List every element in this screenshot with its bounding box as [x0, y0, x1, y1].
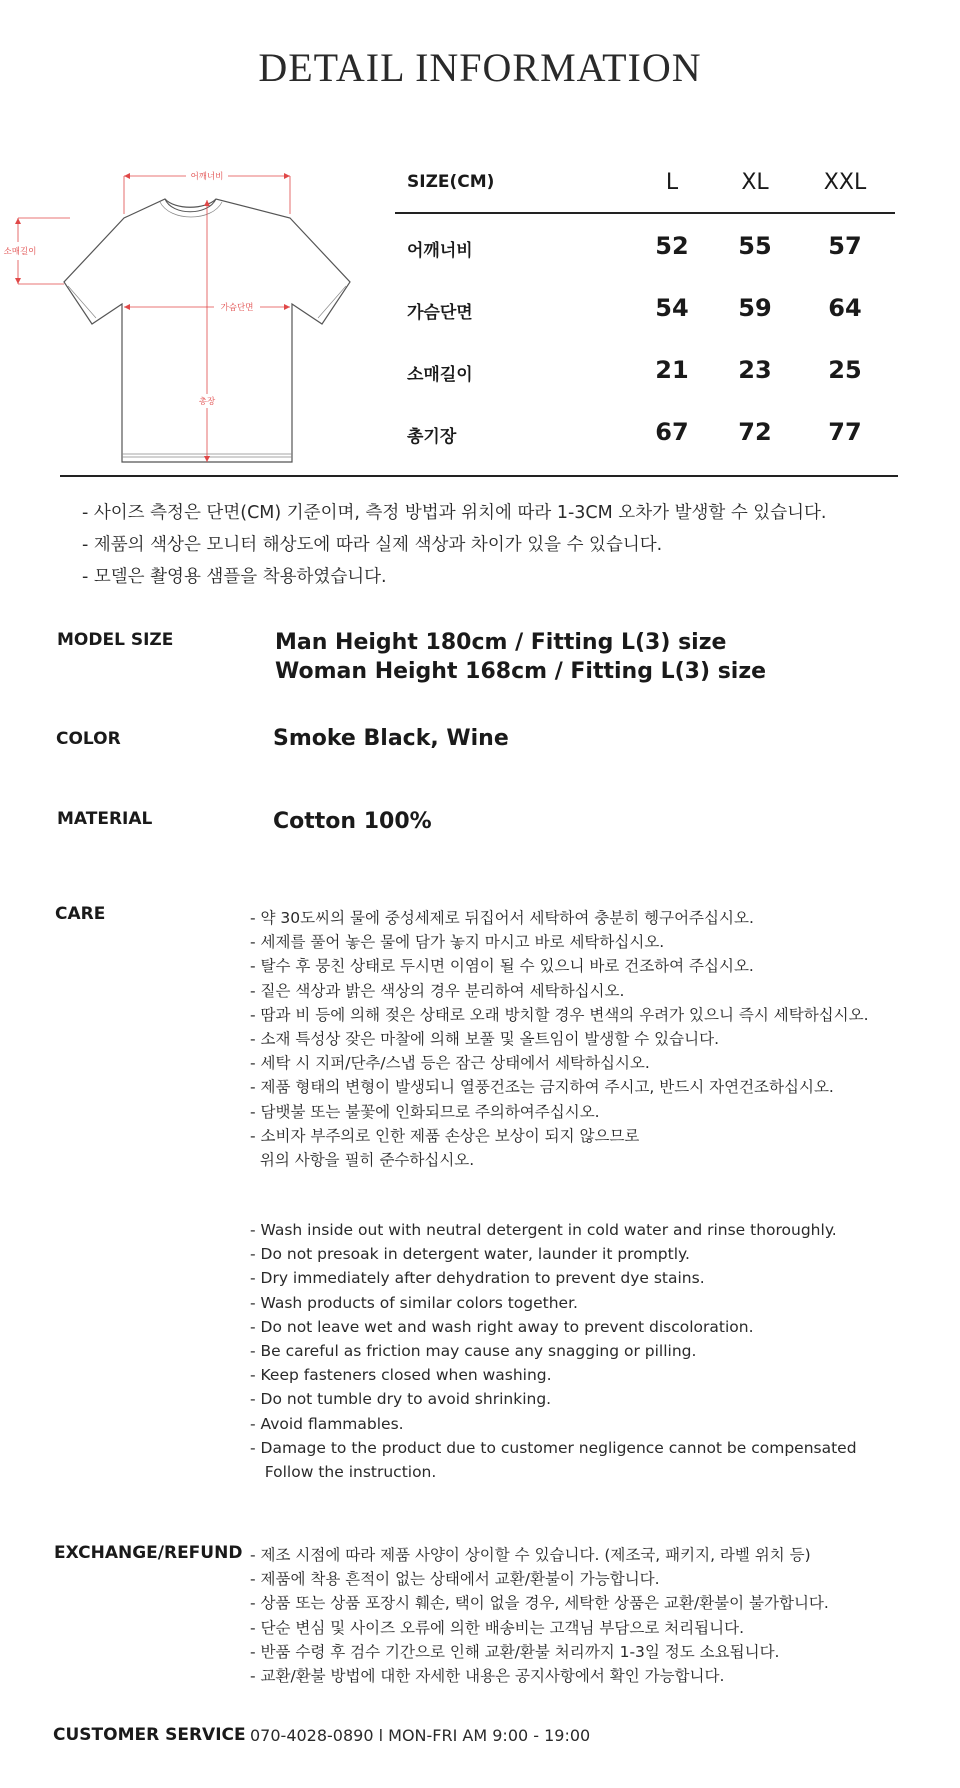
customer-service-label: CUSTOMER SERVICE	[53, 1725, 246, 1745]
size-notes	[82, 497, 827, 593]
list-item: - Damage to the product due to customer negligence cannot be compensated	[250, 1438, 857, 1457]
list-item: - 짙은 색상과 밝은 색상의 경우 분리하여 세탁하십시오.	[250, 981, 625, 1000]
color-value: Smoke Black, Wine	[273, 726, 509, 751]
list-item: - 상품 또는 상품 포장시 훼손, 택이 없을 경우, 세탁한 상품은 교환/환불이 불가합니다.	[250, 1594, 829, 1613]
row-label: 어깨너비	[407, 241, 473, 261]
list-item: - 세탁 시 지퍼/단추/스냅 등은 잠근 상태에서 세탁하십시오.	[250, 1054, 650, 1073]
note-line: - 모델은 촬영용 샘플을 착용하였습니다.	[82, 567, 387, 587]
cell-value: 64	[828, 294, 862, 322]
cell-value: 52	[655, 232, 689, 260]
note-line: - 제품의 색상은 모니터 해상도에 따라 실제 색상과 차이가 있을 수 있습니다.	[82, 535, 663, 555]
model-size-line: Man Height 180cm / Fitting L(3) size	[275, 630, 727, 655]
cell-value: 54	[655, 294, 689, 322]
length-label: 총장	[198, 397, 216, 407]
list-item: - Be careful as friction may cause any snagging or pilling.	[250, 1342, 697, 1361]
model-size-value	[275, 628, 766, 686]
page-title: DETAIL INFORMATION	[258, 45, 702, 90]
list-item: - Do not leave wet and wash right away to prevent discoloration.	[250, 1317, 754, 1336]
row-label: 소매길이	[407, 365, 473, 385]
size-header-label: SIZE(CM)	[407, 172, 495, 192]
list-item: - 소재 특성상 잦은 마찰에 의해 보풀 및 올트임이 발생할 수 있습니다.	[250, 1030, 719, 1049]
table-row	[395, 400, 895, 462]
cell-value: 67	[655, 418, 689, 446]
table-row	[395, 338, 895, 400]
table-row	[395, 214, 895, 276]
list-item: - 반품 수령 후 검수 기간으로 인해 교환/환불 처리까지 1-3일 정도 소요됩니다.	[250, 1642, 780, 1661]
care-label: CARE	[55, 904, 106, 924]
cell-value: 57	[828, 232, 862, 260]
list-item: - Keep fasteners closed when washing.	[250, 1366, 552, 1385]
list-item: - Do not tumble dry to avoid shrinking.	[250, 1390, 552, 1409]
size-header-l: L	[665, 170, 679, 195]
list-item: - Wash products of similar colors together.	[250, 1293, 578, 1312]
list-item: - 탈수 후 뭉친 상태로 두시면 이염이 될 수 있으니 바로 건조하여 주십시오.	[250, 957, 754, 976]
cell-value: 55	[738, 232, 772, 260]
model-size-label: MODEL SIZE	[57, 630, 174, 650]
care-list-korean	[250, 906, 869, 1172]
cell-value: 72	[738, 418, 772, 446]
material-label: MATERIAL	[57, 809, 153, 829]
table-row	[395, 276, 895, 338]
list-item: - 단순 변심 및 사이즈 오류에 의한 배송비는 고객님 부담으로 처리됩니다.	[250, 1618, 745, 1637]
list-item: - 소비자 부주의로 인한 제품 손상은 보상이 되지 않으므로	[250, 1126, 640, 1145]
note-line: - 사이즈 측정은 단면(CM) 기준이며, 측정 방법과 위치에 따라 1-3CM 오차가 발생할 수 있습니다.	[82, 503, 827, 523]
list-item: - 약 30도씨의 물에 중성세제로 뒤집어서 세탁하여 충분히 헹구어주십시오.	[250, 909, 754, 927]
customer-service-value: 070-4028-0890 l MON-FRI AM 9:00 - 19:00	[250, 1726, 591, 1745]
cell-value: 21	[655, 356, 689, 384]
cell-value: 77	[828, 418, 862, 446]
model-size-line: Woman Height 168cm / Fitting L(3) size	[275, 659, 767, 684]
shoulder-label: 어깨너비	[190, 172, 224, 182]
cell-value: 59	[738, 294, 772, 322]
length-dimension	[199, 200, 216, 462]
cell-value: 23	[738, 356, 772, 384]
row-label: 가슴단면	[407, 303, 473, 323]
chest-label: 가슴단면	[220, 303, 254, 313]
list-item: 위의 사항을 필히 준수하십시오.	[250, 1151, 475, 1170]
exchange-refund-label: EXCHANGE/REFUND	[54, 1543, 243, 1563]
list-item: - Avoid flammables.	[250, 1414, 404, 1433]
list-item: - Wash inside out with neutral detergent in cold water and rinse thoroughly.	[250, 1221, 837, 1239]
color-label: COLOR	[56, 729, 121, 749]
list-item: Follow the instruction.	[250, 1463, 437, 1482]
list-item: - 땀과 비 등에 의해 젖은 상태로 오래 방치할 경우 변색의 우려가 있으니 즉시 세탁하십시오.	[250, 1005, 869, 1024]
size-header-xl: XL	[741, 170, 769, 195]
list-item: - 제조 시점에 따라 제품 사양이 상이할 수 있습니다. (제조국, 패키지, 라벨 위치 등)	[250, 1546, 811, 1564]
table-bottom-divider	[60, 475, 898, 477]
size-table	[395, 160, 895, 462]
list-item: - Dry immediately after dehydration to prevent dye stains.	[250, 1269, 705, 1288]
list-item: - 세제를 풀어 놓은 물에 담가 놓지 마시고 바로 세탁하십시오.	[250, 933, 665, 952]
material-value: Cotton 100%	[273, 809, 432, 834]
care-list-english	[250, 1218, 857, 1484]
row-label: 총기장	[407, 427, 457, 447]
size-table-header	[395, 160, 895, 214]
sleeve-dimension	[4, 218, 70, 284]
list-item: - 담뱃불 또는 불꽃에 인화되므로 주의하여주십시오.	[250, 1102, 600, 1121]
list-item: - 제품에 착용 흔적이 없는 상태에서 교환/환불이 가능합니다.	[250, 1570, 660, 1589]
list-item: - Do not presoak in detergent water, launder it promptly.	[250, 1245, 690, 1264]
list-item: - 교환/환불 방법에 대한 자세한 내용은 공지사항에서 확인 가능합니다.	[250, 1667, 725, 1686]
list-item: - 제품 형태의 변형이 발생되니 열풍건조는 금지하여 주시고, 반드시 자연건조하십시오.	[250, 1078, 834, 1097]
sleeve-label: 소매길이	[3, 247, 37, 257]
exchange-refund-list	[250, 1543, 829, 1688]
cell-value: 25	[828, 356, 862, 384]
size-header-xxl: XXL	[823, 170, 867, 195]
tshirt-measurement-diagram	[0, 162, 370, 472]
